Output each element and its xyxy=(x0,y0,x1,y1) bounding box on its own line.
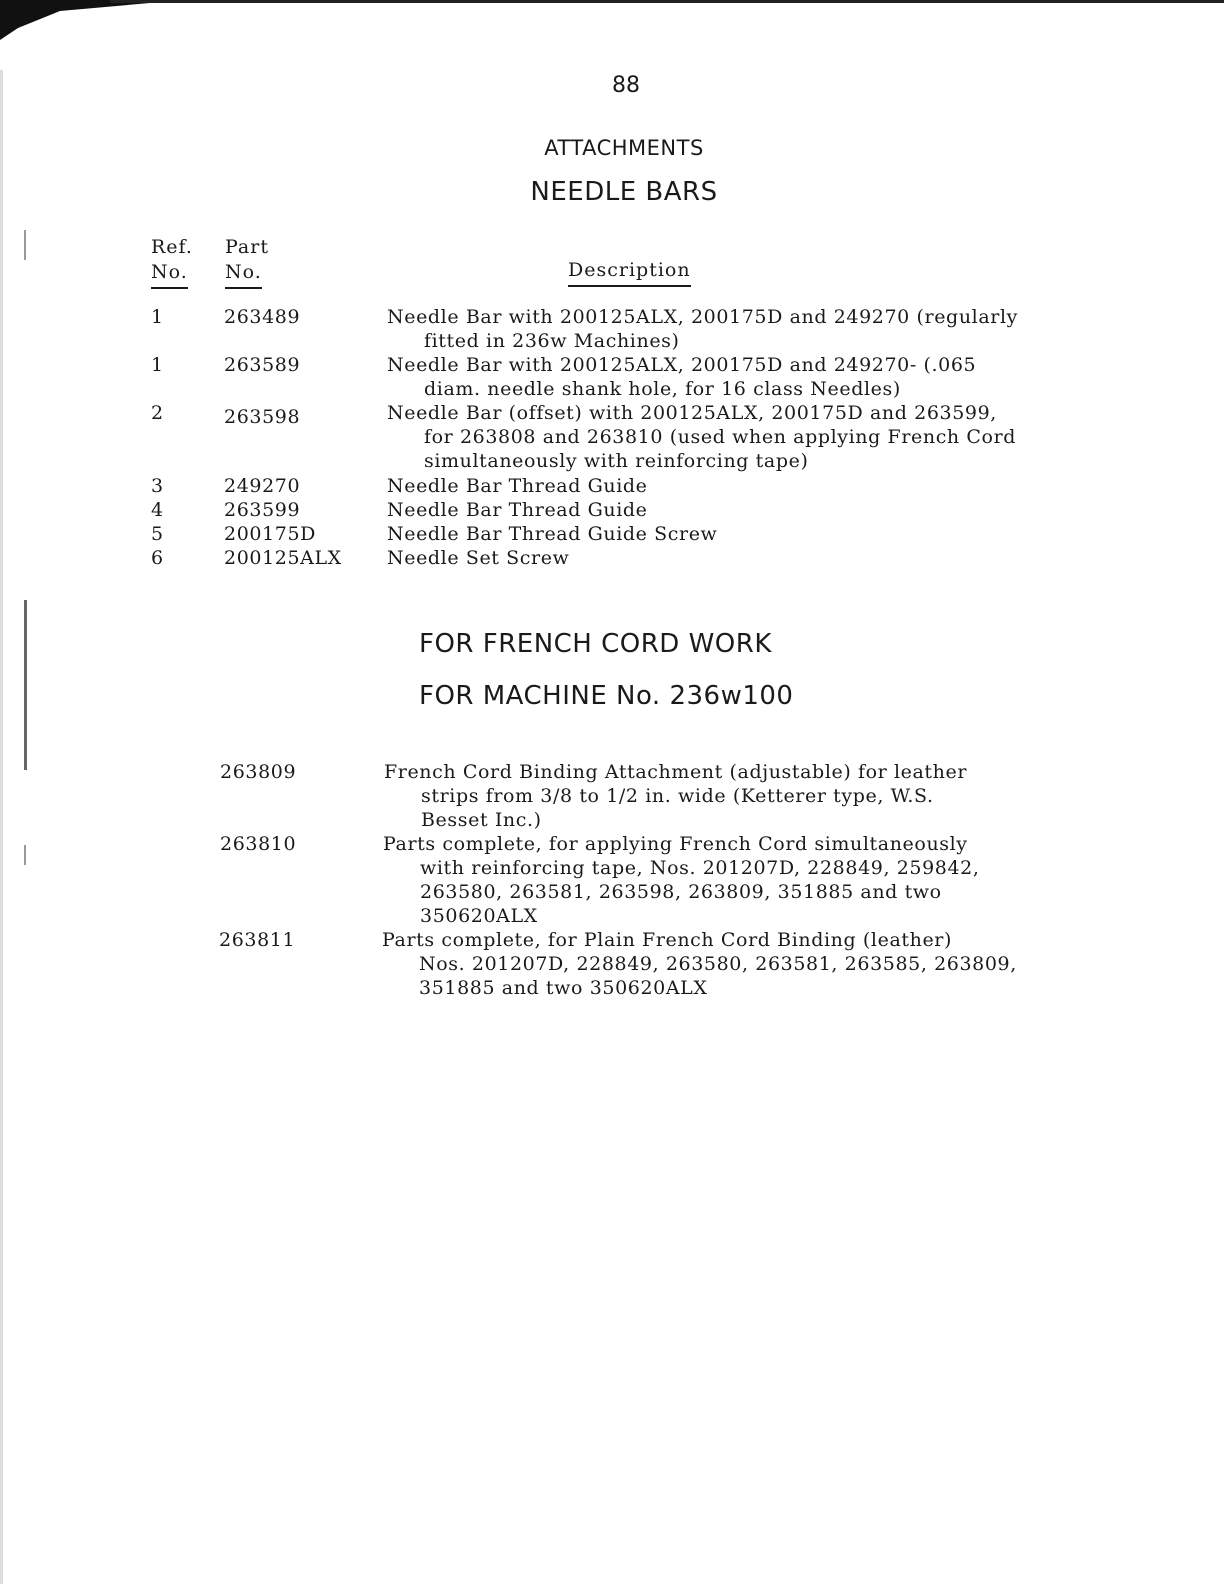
scan-tick xyxy=(24,845,26,865)
description xyxy=(387,498,1147,522)
part-number: 200175D xyxy=(224,523,316,545)
part-number: 263589 xyxy=(224,354,301,376)
description-line: 351885 and two 350620ALX xyxy=(419,977,708,999)
section-title: NEEDLE BARS xyxy=(530,177,718,207)
ref-no-header xyxy=(151,235,193,289)
part-number: 263598 xyxy=(224,406,301,428)
ref-number: 3 xyxy=(151,475,164,497)
description-line: 350620ALX xyxy=(420,905,538,927)
description-line: Parts complete, for applying French Cord simultaneously xyxy=(383,833,968,855)
description-line: Besset Inc.) xyxy=(421,809,542,831)
ref-number: 1 xyxy=(151,354,164,376)
description-line: Needle Bar (offset) with 200125ALX, 200175D and 263599, xyxy=(387,402,997,424)
description-line: Needle Set Screw xyxy=(387,547,570,569)
description-line: Nos. 201207D, 228849, 263580, 263581, 263585, 263809, xyxy=(419,953,1017,975)
description xyxy=(387,474,1147,498)
part-no-header xyxy=(225,235,269,289)
ref-number: 6 xyxy=(151,547,164,569)
ref-number: 1 xyxy=(151,306,164,328)
description xyxy=(382,928,1142,1000)
description-line: French Cord Binding Attachment (adjustable) for leather xyxy=(384,761,968,783)
description-line: Needle Bar Thread Guide Screw xyxy=(387,523,718,545)
description-line: Needle Bar with 200125ALX, 200175D and 249270 (regularly xyxy=(387,306,1018,328)
ref-header-line1: Ref. xyxy=(151,236,193,258)
french-cord-heading: FOR FRENCH CORD WORK xyxy=(419,629,772,659)
part-number: 263811 xyxy=(219,929,296,951)
description-line: Needle Bar Thread Guide xyxy=(387,475,648,497)
description xyxy=(383,832,1143,928)
description-line: for 263808 and 263810 (used when applying French Cord xyxy=(424,426,1017,448)
description-header-label: Description xyxy=(568,258,691,287)
ref-number: 5 xyxy=(151,523,164,545)
part-number: 263599 xyxy=(224,499,301,521)
part-number: 263489 xyxy=(224,306,301,328)
description-line: Needle Bar with 200125ALX, 200175D and 249270- (.065 xyxy=(387,354,977,376)
part-number: 263809 xyxy=(220,761,297,783)
scan-tick xyxy=(24,600,27,770)
scan-tick xyxy=(24,230,26,260)
description-line: Parts complete, for Plain French Cord Binding (leather) xyxy=(382,929,952,951)
description-line: fitted in 236w Machines) xyxy=(424,330,680,352)
page-number: 88 xyxy=(612,73,640,98)
description xyxy=(387,353,1147,401)
part-number: 200125ALX xyxy=(224,547,342,569)
part-number: 263810 xyxy=(220,833,297,855)
part-number: 249270 xyxy=(224,475,301,497)
section-label: ATTACHMENTS xyxy=(544,136,704,160)
description-line: Needle Bar Thread Guide xyxy=(387,499,648,521)
description xyxy=(384,760,1144,832)
description-line: simultaneously with reinforcing tape) xyxy=(424,450,809,472)
ref-header-line2: No. xyxy=(151,260,188,289)
description-line: diam. needle shank hole, for 16 class Needles) xyxy=(424,378,901,400)
description xyxy=(387,522,1147,546)
ref-number: 2 xyxy=(151,402,164,424)
description-line: with reinforcing tape, Nos. 201207D, 228849, 259842, xyxy=(420,857,980,879)
description xyxy=(387,305,1147,353)
machine-heading: FOR MACHINE No. 236w100 xyxy=(419,681,794,711)
description-header xyxy=(568,258,691,287)
ref-number: 4 xyxy=(151,499,164,521)
part-header-line1: Part xyxy=(225,236,269,258)
scan-top-edge xyxy=(110,0,1224,3)
description-line: 263580, 263581, 263598, 263809, 351885 and two xyxy=(420,881,942,903)
description-line: strips from 3/8 to 1/2 in. wide (Ketterer type, W.S. xyxy=(421,785,934,807)
part-header-line2: No. xyxy=(225,260,262,289)
description xyxy=(387,401,1147,473)
scan-left-edge xyxy=(0,70,3,1584)
scan-corner-artifact xyxy=(0,0,150,50)
description xyxy=(387,546,1147,570)
